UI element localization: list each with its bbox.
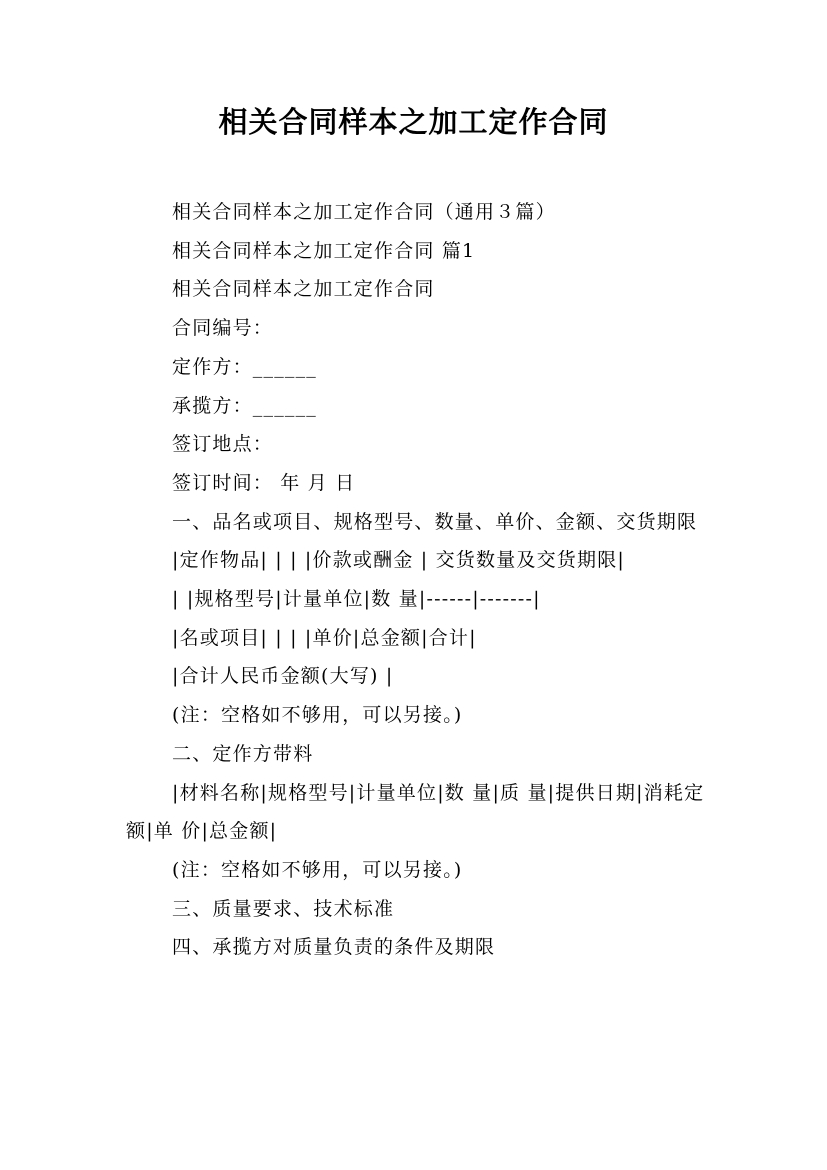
paragraph-table-row: |名或项目| | | |单价|总金额|合计| [172, 626, 477, 649]
paragraph-table-row: |定作物品| | | |价款或酬金 | 交货数量及交货期限| [172, 549, 626, 572]
paragraph-table-row: | |规格型号|计量单位|数 量|------|-------| [172, 588, 541, 611]
paragraph-ordering-party: 定作方：______ [172, 355, 318, 378]
paragraph-note: (注：空格如不够用，可以另接。) [172, 858, 463, 881]
paragraph-section-3: 三、质量要求、技术标准 [172, 897, 395, 920]
paragraph-heading: 相关合同样本之加工定作合同（通用３篇） [172, 201, 556, 223]
paragraph-note: (注：空格如不够用，可以另接。) [172, 704, 463, 727]
paragraph-table-row: |材料名称|规格型号|计量单位|数 量|质 量|提供日期|消耗定额|单 价|总金额| [126, 781, 705, 843]
paragraph-section-4: 四、承揽方对质量负责的条件及期限 [172, 936, 496, 959]
paragraph-contractor: 承揽方：______ [172, 394, 318, 417]
document-title: 相关合同样本之加工定作合同 [218, 105, 609, 139]
paragraph-contract-number: 合同编号： [172, 317, 274, 340]
paragraph-signing-place: 签订地点： [172, 433, 274, 456]
paragraph-signing-time: 签订时间： 年 月 日 [172, 471, 356, 494]
document-body [126, 193, 706, 967]
paragraph-table-row: |合计人民币金额(大写) | [172, 665, 394, 688]
paragraph-section-2: 二、定作方带料 [172, 742, 314, 765]
paragraph-section-1: 一、品名或项目、规格型号、数量、单价、金额、交货期限 [172, 510, 698, 533]
paragraph-contract-name: 相关合同样本之加工定作合同 [172, 278, 435, 301]
paragraph-part-1: 相关合同样本之加工定作合同 篇1 [172, 239, 476, 262]
